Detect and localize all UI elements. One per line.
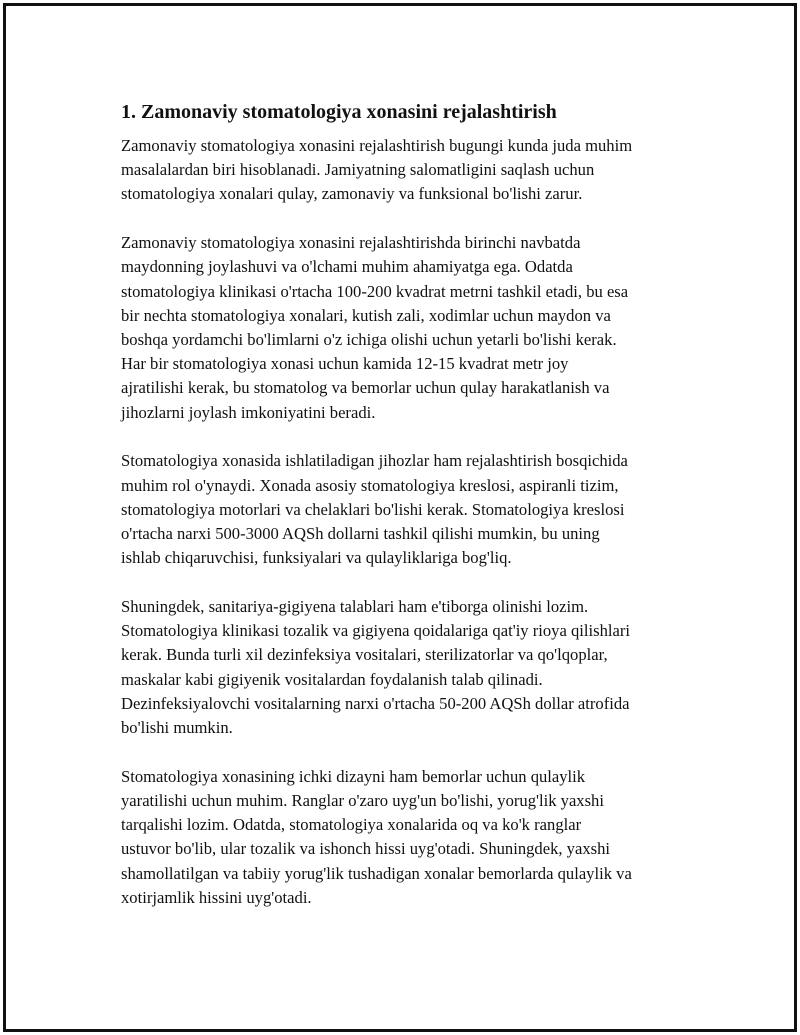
paragraph-2: Zamonaviy stomatologiya xonasini rejalashtirishda birinchi navbatda maydonning joylashuvi va o'lchami muhim ahamiyatga ega. Odatda stomatologiya klinikasi o'rtacha 100-200 kvadrat metrni tashkil etadi, bu esa bir nechta stomatologiya xonalari, kutish zali, xodimlar uchun maydon va boshqa yordamchi bo'limlarni o'z ichiga olishi uchun yetarli bo'lishi kerak. Har bir stomatologiya xonasi uchun kamida 12-15 kvadrat metr joy ajratilishi kerak, bu stomatolog va bemorlar uchun qulay harakatlanish va jihozlarni joylash imkoniyatini beradi. — [121, 233, 629, 422]
document-body — [121, 98, 696, 935]
paragraph-5: Stomatologiya xonasining ichki dizayni ham bemorlar uchun qulaylik yaratilishi uchun muhim. Ranglar o'zaro uyg'un bo'lishi, yorug'lik yaxshi tarqalishi lozim. Odatda, stomatologiya xonalarida oq va ko'k ranglar ustuvor bo'lib, ular tozalik va ishonch hissi uyg'otadi. Shuningdek, yaxshi shamollatilgan va tabiiy yorug'lik tushadigan xonalar bemorlarda qulaylik va xotirjamlik hissini uyg'otadi. — [121, 766, 632, 907]
paragraph-3: Stomatologiya xonasida ishlatiladigan jihozlar ham rejalashtirish bosqichida muhim rol o'ynaydi. Xonada asosiy stomatologiya kreslosi, aspiranli tizim, stomatologiya motorlari va chelaklari bo'lishi kerak. Stomatologiya kreslosi o'rtacha narxi 500-3000 AQSh dollarni tashkil qilishi mumkin, bu uning ishlab chiqaruvchisi, funksiyalari va qulayliklariga bog'liq. — [121, 451, 628, 568]
paragraph-4: Shuningdek, sanitariya-gigiyena talablari ham e'tiborga olinishi lozim. Stomatologiya klinikasi tozalik va gigiyena qoidalariga qat'iy rioya qilishlari kerak. Bunda turli xil dezinfeksiya vositalari, sterilizatorlar va qo'lqoplar, maskalar kabi gigiyenik vositalardan foydalanish talab qilinadi. Dezinfeksiyalovchi vositalarning narxi o'rtacha 50-200 AQSh dollar atrofida bo'lishi mumkin. — [121, 597, 630, 738]
page-border — [3, 3, 797, 1032]
section-title: 1. Zamonaviy stomatologiya xonasini rejalashtirish — [121, 101, 557, 123]
paragraph-1: Zamonaviy stomatologiya xonasini rejalashtirish bugungi kunda juda muhim masalalardan biri hisoblanadi. Jamiyatning salomatligini saqlash uchun stomatologiya xonalari qulay, zamonaviy va funksional bo'lishi zarur. — [121, 136, 633, 204]
